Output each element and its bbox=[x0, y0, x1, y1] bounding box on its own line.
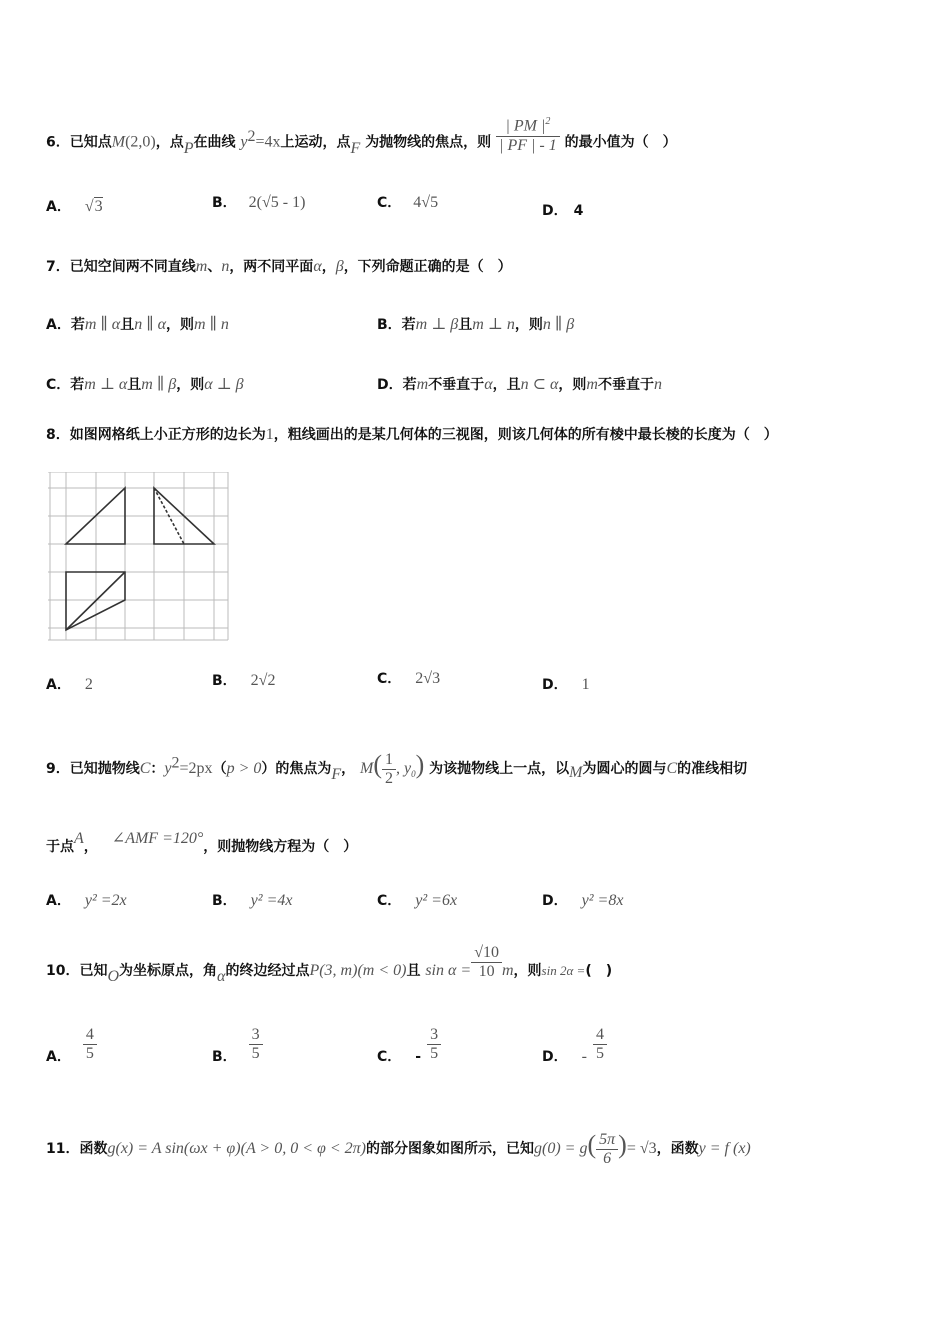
q6-fraction bbox=[496, 116, 560, 154]
q6-option-a[interactable]: A． √3 bbox=[46, 198, 103, 215]
q10-option-d[interactable]: D． - $\frac{4}{5}$ bbox=[542, 1026, 607, 1063]
grid-lines bbox=[48, 472, 228, 640]
q6-point-f: F bbox=[350, 139, 361, 157]
q10-option-c[interactable]: C． - $\frac{3}{5}$ bbox=[377, 1026, 441, 1063]
q6-text1: ，点 bbox=[155, 134, 184, 151]
q7-plane-beta: β bbox=[335, 258, 344, 275]
q7-line-m: m bbox=[195, 258, 208, 275]
question-7: 7．已知空间两不同直线m、n，两不同平面α，β，下列命题正确的是（ ） bbox=[46, 258, 512, 275]
q6-option-b[interactable]: B． 2(√5 - 1) bbox=[212, 194, 306, 211]
q6-num: 6．已知点 bbox=[46, 134, 112, 151]
q9-angle: ∠AMF =120° bbox=[111, 830, 204, 847]
question-9: 9．已知抛物线C：$y^2=2px(p > 0)$的焦点为F， M( $\frac{1}{2}$ , $y_0$) 为该抛物线上一点，以M为圆心的圆与C的准线相切 bbox=[46, 750, 748, 787]
q8-option-a[interactable]: A． 2 bbox=[46, 676, 93, 693]
q7-option-c[interactable]: C．若m ⊥ α且m ∥ β，则α ⊥ β bbox=[46, 376, 244, 393]
q8-text1: 8．如图网格纸上小正方形的边长为 bbox=[46, 427, 266, 443]
q10-fraction: $\frac{√10}{10}$ bbox=[471, 944, 502, 981]
q11-fraction: $\frac{5\pi}{6}$ bbox=[596, 1131, 618, 1168]
q8-option-d[interactable]: D． 1 bbox=[542, 676, 590, 693]
q9-option-c[interactable]: C． y² =6x bbox=[377, 892, 458, 909]
q7-plane-alpha: α bbox=[313, 258, 322, 275]
q6-text5: 的最小值为（ ） bbox=[564, 134, 677, 151]
three-view-grid-figure bbox=[48, 472, 230, 642]
q9-option-b[interactable]: B． y² =4x bbox=[212, 892, 293, 909]
q10-option-a[interactable]: A． $\frac{4}{5}$ bbox=[46, 1026, 97, 1063]
q8-option-b[interactable]: B． 2√2 bbox=[212, 672, 276, 689]
q6-curve-rhs: =4x bbox=[255, 133, 281, 151]
q9-option-a[interactable]: A． y² =2x bbox=[46, 892, 127, 909]
q11-function-g: g(x) = A sin(ωx + φ)(A > 0, 0 < φ < 2π) bbox=[107, 1140, 367, 1157]
q8-option-c[interactable]: C． 2√3 bbox=[377, 670, 441, 687]
q7-line-n: n bbox=[221, 258, 230, 275]
q7-option-a[interactable]: A．若m ∥ α且n ∥ α，则m ∥ n bbox=[46, 316, 229, 333]
q6-option-c[interactable]: C． 4√5 bbox=[377, 194, 439, 211]
q6-curve: y bbox=[240, 133, 248, 151]
q7-num: 7．已知空间两不同直线 bbox=[46, 259, 196, 275]
q6-point-m: M bbox=[111, 133, 126, 151]
q6-point-p: P bbox=[183, 139, 194, 157]
q6-text2: 在曲线 bbox=[193, 134, 236, 151]
q6-frac-num: | PM $|^2$ bbox=[496, 116, 560, 136]
q11-function-y: y = f (x) bbox=[698, 1140, 751, 1157]
q10-option-b[interactable]: B． $\frac{3}{5}$ bbox=[212, 1026, 263, 1063]
q9-parabola-c: C bbox=[139, 760, 151, 777]
question-8 bbox=[46, 424, 778, 444]
question-6: 6．已知点M(2,0)，点P在曲线 $y^2=4x$上运动，点F 为抛物线的焦点，则 $\frac{| PM |^2}{| PF | - 1}$ 的最小值为（ ） bbox=[46, 116, 677, 157]
q9-option-d[interactable]: D． y² =8x bbox=[542, 892, 624, 909]
question-11: 11．函数g(x) = A sin(ωx + φ)(A > 0, 0 < φ < 2π)的部分图象如图所示，已知g(0) = g( $\frac{5\pi}{6}$ )= √3，函数y = f (x) bbox=[46, 1130, 751, 1167]
q6-text4: 为抛物线的焦点，则 bbox=[365, 134, 492, 151]
q6-frac-den: | PF | - 1 bbox=[499, 136, 557, 154]
q6-point-m-coord: (2,0) bbox=[125, 133, 156, 151]
q9-point-a: A bbox=[74, 830, 84, 847]
q9-half: $\frac{1}{2}$ bbox=[382, 751, 396, 788]
q7-option-b[interactable]: B．若m ⊥ β且m ⊥ n，则n ∥ β bbox=[377, 316, 575, 333]
question-10: 10．已知O为坐标原点，角α的终边经过点P(3, m)(m < 0)且 sin α = $\frac{√10}{10}$ m，则sin 2α =( ) bbox=[46, 943, 613, 985]
q7-option-d[interactable]: D．若m不垂直于α，且n ⊂ α，则m不垂直于n bbox=[377, 376, 662, 393]
q6-option-d[interactable]: D． 4 bbox=[542, 203, 584, 219]
q8-text2: ，粗线画出的是某几何体的三视图，则该几何体的所有棱中最长棱的长度为（ ） bbox=[273, 427, 778, 443]
question-9-line2: 于点A， ∠AMF =120°，则抛物线方程为（ ） bbox=[46, 830, 358, 855]
q8-one: 1 bbox=[265, 426, 274, 443]
q6-text3: 上运动，点 bbox=[280, 134, 351, 151]
